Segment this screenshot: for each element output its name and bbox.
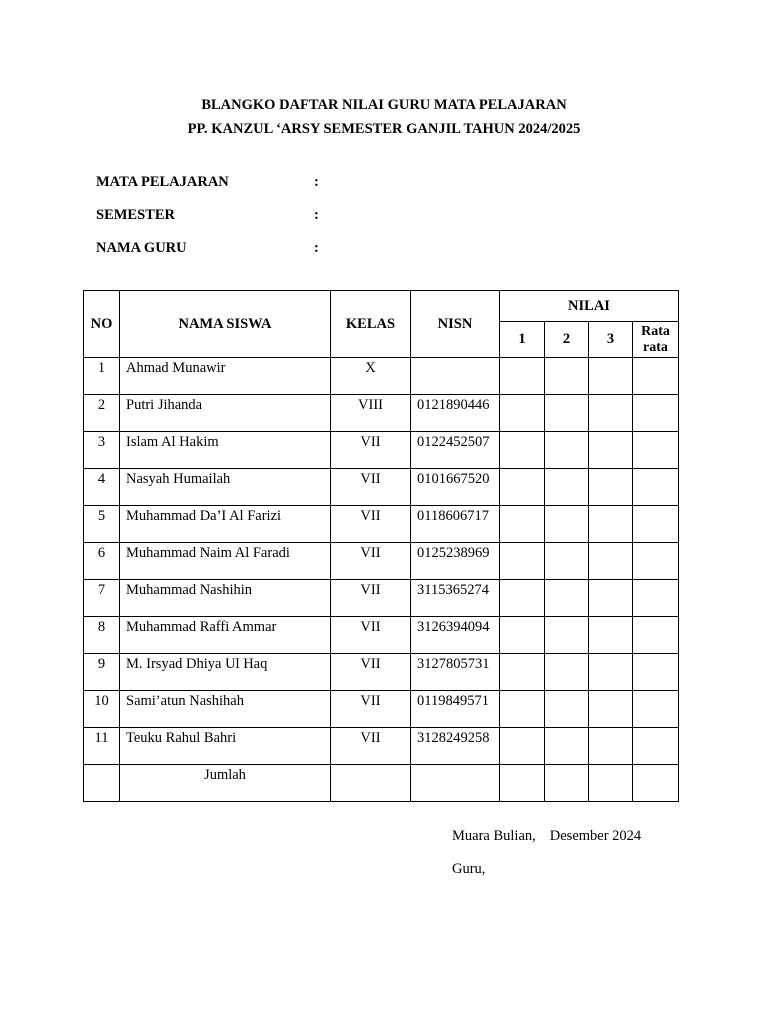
total-grade-3-cell xyxy=(589,765,633,802)
header-grades: NILAI xyxy=(500,291,679,322)
row-grade-1 xyxy=(500,469,545,506)
row-grade-2 xyxy=(545,358,589,395)
grades-table xyxy=(83,290,679,802)
row-grade-2 xyxy=(545,691,589,728)
row-no: 6 xyxy=(84,543,120,580)
row-nisn: 3128249258 xyxy=(411,728,500,765)
total-grade-2-cell xyxy=(545,765,589,802)
row-grade-2 xyxy=(545,506,589,543)
row-no: 8 xyxy=(84,617,120,654)
row-nisn xyxy=(411,358,500,395)
row-student-name: M. Irsyad Dhiya Ul Haq xyxy=(120,654,331,691)
table-row xyxy=(84,395,679,432)
row-grade-2 xyxy=(545,654,589,691)
row-no: 10 xyxy=(84,691,120,728)
meta-teacher-label: NAMA GURU xyxy=(96,240,187,256)
table-row xyxy=(84,617,679,654)
row-grade-3 xyxy=(589,469,633,506)
signature-place: Muara Bulian, xyxy=(452,828,536,844)
row-grade-1 xyxy=(500,580,545,617)
row-grade-2 xyxy=(545,432,589,469)
row-class: VII xyxy=(331,617,411,654)
row-class: VII xyxy=(331,506,411,543)
header-class: KELAS xyxy=(331,291,411,358)
row-no: 1 xyxy=(84,358,120,395)
total-no-cell xyxy=(84,765,120,802)
row-student-name: Islam Al Hakim xyxy=(120,432,331,469)
row-class: VIII xyxy=(331,395,411,432)
total-label: Jumlah xyxy=(120,765,331,802)
row-grade-1 xyxy=(500,617,545,654)
meta-teacher-colon: : xyxy=(314,240,319,256)
total-row xyxy=(84,765,679,802)
header-grade-3: 3 xyxy=(589,322,633,358)
student-rows xyxy=(84,358,679,765)
row-grade-2 xyxy=(545,543,589,580)
total-nisn-cell xyxy=(411,765,500,802)
table-row xyxy=(84,654,679,691)
total-average-cell xyxy=(633,765,679,802)
row-student-name: Ahmad Munawir xyxy=(120,358,331,395)
row-no: 3 xyxy=(84,432,120,469)
row-nisn: 0119849571 xyxy=(411,691,500,728)
total-class-cell xyxy=(331,765,411,802)
row-nisn: 3127805731 xyxy=(411,654,500,691)
row-student-name: Sami’atun Nashihah xyxy=(120,691,331,728)
meta-subject-label: MATA PELAJARAN xyxy=(96,174,229,190)
row-no: 5 xyxy=(84,506,120,543)
row-grade-1 xyxy=(500,691,545,728)
row-average xyxy=(633,432,679,469)
table-row xyxy=(84,469,679,506)
row-nisn: 3115365274 xyxy=(411,580,500,617)
meta-semester xyxy=(96,207,319,224)
row-student-name: Muhammad Naim Al Faradi xyxy=(120,543,331,580)
signature-place-date xyxy=(452,828,641,845)
row-class: VII xyxy=(331,654,411,691)
row-average xyxy=(633,506,679,543)
table-row xyxy=(84,580,679,617)
row-average xyxy=(633,580,679,617)
row-average xyxy=(633,728,679,765)
row-grade-3 xyxy=(589,654,633,691)
meta-semester-colon: : xyxy=(314,207,319,223)
row-grade-2 xyxy=(545,395,589,432)
row-class: VII xyxy=(331,543,411,580)
document-title-line-2: PP. KANZUL ‘ARSY SEMESTER GANJIL TAHUN 2024/2025 xyxy=(187,121,581,137)
meta-semester-label: SEMESTER xyxy=(96,207,175,223)
row-grade-3 xyxy=(589,358,633,395)
meta-subject-colon: : xyxy=(314,174,319,190)
row-class: X xyxy=(331,358,411,395)
row-average xyxy=(633,543,679,580)
row-class: VII xyxy=(331,728,411,765)
table-row xyxy=(84,358,679,395)
row-grade-2 xyxy=(545,728,589,765)
row-grade-3 xyxy=(589,691,633,728)
table-row xyxy=(84,506,679,543)
signature-role: Guru, xyxy=(452,861,486,877)
row-average xyxy=(633,469,679,506)
row-grade-2 xyxy=(545,580,589,617)
row-grade-1 xyxy=(500,432,545,469)
meta-teacher xyxy=(96,240,319,257)
row-student-name: Nasyah Humailah xyxy=(120,469,331,506)
row-class: VII xyxy=(331,432,411,469)
row-grade-3 xyxy=(589,728,633,765)
row-student-name: Muhammad Raffi Ammar xyxy=(120,617,331,654)
row-student-name: Putri Jihanda xyxy=(120,395,331,432)
row-student-name: Muhammad Da’I Al Farizi xyxy=(120,506,331,543)
row-grade-3 xyxy=(589,395,633,432)
row-nisn: 0125238969 xyxy=(411,543,500,580)
row-average xyxy=(633,691,679,728)
row-grade-1 xyxy=(500,395,545,432)
row-student-name: Teuku Rahul Bahri xyxy=(120,728,331,765)
row-no: 7 xyxy=(84,580,120,617)
row-grade-3 xyxy=(589,543,633,580)
row-nisn: 0118606717 xyxy=(411,506,500,543)
document-title-line-1: BLANGKO DAFTAR NILAI GURU MATA PELAJARAN xyxy=(201,97,567,113)
row-no: 9 xyxy=(84,654,120,691)
row-student-name: Muhammad Nashihin xyxy=(120,580,331,617)
row-grade-1 xyxy=(500,506,545,543)
total-grade-1-cell xyxy=(500,765,545,802)
row-no: 11 xyxy=(84,728,120,765)
table-row xyxy=(84,691,679,728)
row-average xyxy=(633,654,679,691)
row-grade-3 xyxy=(589,432,633,469)
row-class: VII xyxy=(331,469,411,506)
row-nisn: 3126394094 xyxy=(411,617,500,654)
row-grade-2 xyxy=(545,469,589,506)
row-grade-3 xyxy=(589,580,633,617)
row-grade-3 xyxy=(589,617,633,654)
header-no: NO xyxy=(84,291,120,358)
row-average xyxy=(633,358,679,395)
row-grade-1 xyxy=(500,728,545,765)
header-average: Rata rata xyxy=(633,322,679,358)
row-grade-2 xyxy=(545,617,589,654)
row-average xyxy=(633,617,679,654)
meta-subject xyxy=(96,174,319,191)
header-student-name: NAMA SISWA xyxy=(120,291,331,358)
table-row xyxy=(84,728,679,765)
row-no: 2 xyxy=(84,395,120,432)
signature-month: Desember 2024 xyxy=(549,828,642,844)
row-no: 4 xyxy=(84,469,120,506)
row-grade-3 xyxy=(589,506,633,543)
row-nisn: 0101667520 xyxy=(411,469,500,506)
row-grade-1 xyxy=(500,543,545,580)
row-grade-1 xyxy=(500,358,545,395)
table-row xyxy=(84,432,679,469)
row-nisn: 0122452507 xyxy=(411,432,500,469)
row-nisn: 0121890446 xyxy=(411,395,500,432)
table-row xyxy=(84,543,679,580)
header-nisn: NISN xyxy=(411,291,500,358)
row-grade-1 xyxy=(500,654,545,691)
row-average xyxy=(633,395,679,432)
header-grade-1: 1 xyxy=(500,322,545,358)
row-class: VII xyxy=(331,580,411,617)
header-grade-2: 2 xyxy=(545,322,589,358)
row-class: VII xyxy=(331,691,411,728)
